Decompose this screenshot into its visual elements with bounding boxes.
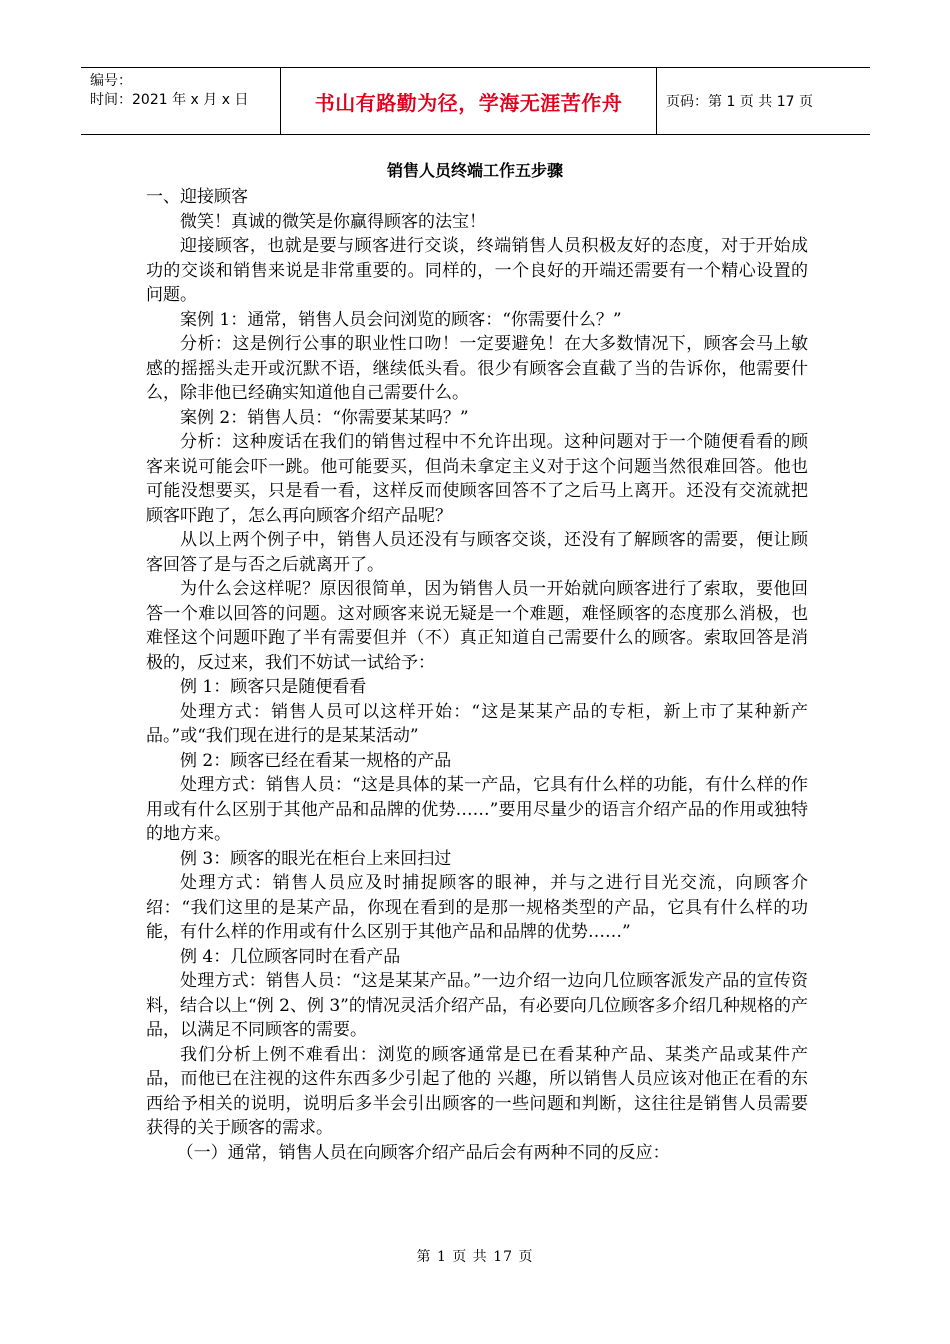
- page-header: [81, 67, 870, 135]
- document-title: 销售人员终端工作五步骤: [386, 161, 563, 180]
- paragraph: 分析：这是例行公事的职业性口吻！一定要避免！在大多数情况下，顾客会马上敏感的摇摇头走开或沉默不语，继续低头看。很少有顾客会直截了当的告诉你，他需要什么，除非他已经确实知道他自己需要什么。: [146, 334, 808, 403]
- paragraph: 处理方式：销售人员应及时捕捉顾客的眼神，并与之进行目光交流，向顾客介绍：“我们这里的是某产品，你现在看到的是那一规格类型的产品，它具有什么样的功能，有什么样的作用或有什么区别于其他产品和品牌的优势……”: [146, 873, 808, 942]
- paragraph: 例 3：顾客的眼光在柜台上来回扫过: [180, 848, 452, 869]
- paragraph: 我们分析上例不难看出：浏览的顾客通常是已在看某种产品、某类产品或某件产品，而他已在注视的这件东西多少引起了他的 兴趣，所以销售人员应该对他正在看的东西给予相关的说明，说明后多半会引出顾客的一些问题和判断，这往往是销售人员需要获得的关于顾客的需求。: [146, 1044, 808, 1138]
- paragraph: 从以上两个例子中，销售人员还没有与顾客交谈，还没有了解顾客的需要，便让顾客回答了是与否之后就离开了。: [146, 530, 808, 575]
- serial-label: 编号：: [90, 73, 132, 89]
- paragraph: 分析：这种废话在我们的销售过程中不允许出现。这种问题对于一个随便看看的顾客来说可能会吓一跳。他可能要买，但尚未拿定主义对于这个问题当然很难回答。他也可能没想要买，只是看一看，这样反而使顾客回答不了之后马上离开。还没有交流就把顾客吓跑了，怎么再向顾客介绍产品呢？: [146, 432, 808, 526]
- paragraph: 迎接顾客，也就是要与顾客进行交谈，终端销售人员积极友好的态度，对于开始成功的交谈和销售来说是非常重要的。同样的，一个良好的开端还需要有一个精心设置的问题。: [146, 236, 808, 305]
- paragraph: 例 4：几位顾客同时在看产品: [180, 946, 401, 967]
- date-label: 时间：2021 年 x 月 x 日: [90, 92, 249, 108]
- paragraph: 案例 1：通常，销售人员会问浏览的顾客：“你需要什么？”: [180, 309, 622, 330]
- paragraph: 为什么会这样呢？原因很简单，因为销售人员一开始就向顾客进行了索取，要他回答一个难以回答的问题。这对顾客来说无疑是一个难题，难怪顾客的态度那么消极，也难怪这个问题吓跑了半有需要但并（不）真正知道自己需要什么的顾客。索取回答是消极的，反过来，我们不妨试一试给予：: [146, 579, 808, 673]
- paragraph: 处理方式：销售人员可以这样开始：“这是某某产品的专柜，新上市了某种新产品。”或“我们现在进行的是某某活动”: [146, 701, 808, 746]
- document-body: [146, 185, 808, 1165]
- header-meta: [81, 68, 281, 134]
- paragraph: 处理方式：销售人员：“这是具体的某一产品，它具有什么样的功能，有什么样的作用或有什么区别于其他产品和品牌的优势……”要用尽量少的语言介绍产品的作用或独特的地方来。: [146, 775, 808, 844]
- paragraph: 案例 2：销售人员：“你需要某某吗？”: [180, 407, 469, 428]
- paragraph: 处理方式：销售人员：“这是某某产品。”一边介绍一边向几位顾客派发产品的宣传资料，结合以上“例 2、例 3”的情况灵活介绍产品，有必要向几位顾客多介绍几种规格的产品，以满足不同顾客的需要。: [146, 971, 808, 1040]
- subsection-heading: （一）通常，销售人员在向顾客介绍产品后会有两种不同的反应：: [176, 1142, 670, 1163]
- header-page-number: 页码：第 1 页 共 17 页: [666, 94, 813, 110]
- page-footer: 第 1 页 共 17 页: [416, 1249, 534, 1265]
- paragraph: 例 2：顾客已经在看某一规格的产品: [180, 750, 452, 771]
- paragraph: 微笑！真诚的微笑是你赢得顾客的法宝！: [180, 211, 486, 232]
- section-heading: 一、迎接顾客: [146, 187, 248, 207]
- paragraph: 例 1：顾客只是随便看看: [180, 677, 367, 697]
- header-motto: 书山有路勤为径，学海无涯苦作舟: [281, 68, 657, 134]
